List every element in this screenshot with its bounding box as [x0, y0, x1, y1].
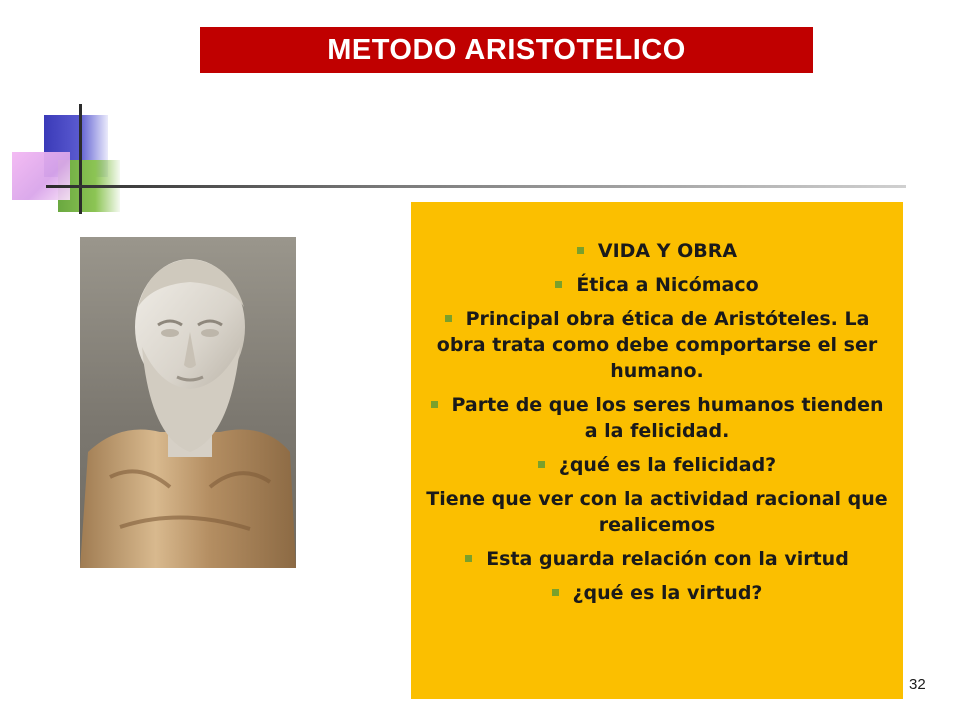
content-panel [411, 202, 903, 699]
decor-vertical-line [79, 104, 82, 214]
list-item-vida-obra: VIDA Y OBRA [411, 238, 903, 264]
bullet-icon [555, 281, 562, 288]
content-list [411, 238, 903, 614]
bullet-icon [552, 589, 559, 596]
bullet-icon [445, 315, 452, 322]
page-number: 32 [909, 676, 926, 693]
list-item-que-es-virtud: ¿qué es la virtud? [411, 580, 903, 606]
decor-horizontal-line [46, 185, 906, 188]
list-item-felicidad-premise: Parte de que los seres humanos tienden a la felicidad. [411, 392, 903, 444]
list-item-principal-obra: Principal obra ética de Aristóteles. La obra trata como debe comportarse el ser humano. [436, 308, 878, 382]
aristotle-bust-image [80, 237, 296, 568]
decor-pink-square [12, 152, 70, 200]
list-item-que-es-felicidad: ¿qué es la felicidad? [411, 452, 903, 478]
slide-title: METODO ARISTOTELICO [200, 27, 813, 73]
bullet-icon [577, 247, 584, 254]
list-item-etica: Ética a Nicómaco [411, 272, 903, 298]
bullet-icon [431, 401, 438, 408]
bullet-icon [538, 461, 545, 468]
bullet-icon [465, 555, 472, 562]
list-item-virtud-relacion: Esta guarda relación con la virtud [411, 546, 903, 572]
text-actividad-racional: Tiene que ver con la actividad racional que realicemos [426, 488, 888, 536]
